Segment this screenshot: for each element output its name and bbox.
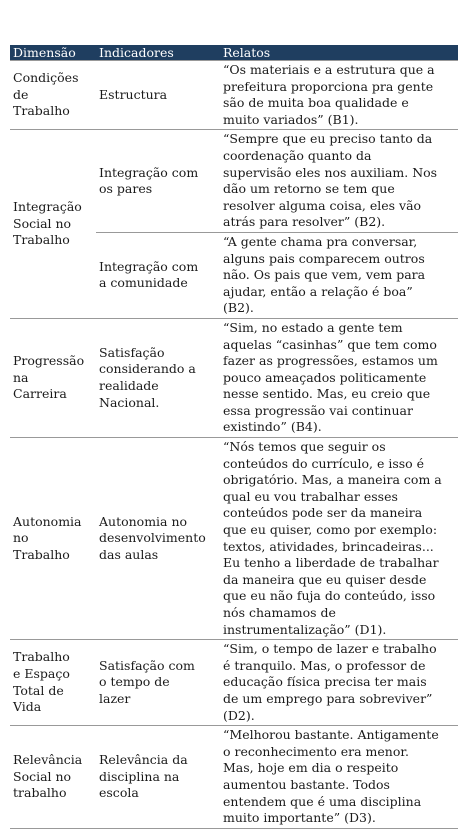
report-cell <box>220 61 458 130</box>
indicator-text: Integração com <box>99 164 199 180</box>
report-text: que eu quiser, como por exemplo: <box>223 522 438 538</box>
report-text: da maneira que eu quiser desde <box>223 571 427 587</box>
report-text: existindo” (B4). <box>223 419 322 435</box>
report-text: “Nós temos que seguir os <box>223 439 386 455</box>
dimension-cell-relevancia-social-no-trabalho <box>10 726 96 829</box>
dimension-text: Autonomia <box>13 513 82 529</box>
dimension-text: Vida <box>13 699 42 715</box>
indicator-text: os pares <box>99 181 153 197</box>
table-body <box>10 61 458 829</box>
report-text: dão um retorno se tem que <box>223 181 395 197</box>
report-text: alguns pais comparecem outros <box>223 250 425 266</box>
dimension-text: Condições <box>13 70 79 86</box>
header-relatos: Relatos <box>220 45 458 61</box>
dimension-cell-progressao-na-carreira <box>10 318 96 437</box>
dimension-text: Trabalho <box>13 232 70 248</box>
report-text: ajudar, então a relação é boa” <box>223 283 413 299</box>
report-text: muito variados” (B1). <box>223 111 359 127</box>
report-text: é tranquilo. Mas, o professor de <box>223 657 426 673</box>
report-text: “Sim, no estado a gente tem <box>223 319 403 335</box>
indicator-text: Satisfação <box>99 344 165 360</box>
dimension-text: no <box>13 530 29 546</box>
indicator-text: a comunidade <box>99 275 188 291</box>
indicator-text: Estructura <box>99 86 168 102</box>
report-text: obrigatório. Mas, a maneira com a <box>223 472 442 488</box>
report-text: nós chamamos de <box>223 605 336 620</box>
dimension-text: na <box>13 369 29 385</box>
header-indicadores: Indicadores <box>96 45 220 61</box>
report-text: prefeitura proporciona pra gente <box>223 78 434 94</box>
dimension-text: Progressão <box>13 353 85 369</box>
report-text: textos, atividades, brincadeiras... <box>223 538 434 554</box>
indicator-text: considerando a <box>99 361 196 377</box>
report-text: essa progressão vai continuar <box>223 402 413 418</box>
indicator-cell <box>96 130 220 233</box>
report-text: “Sim, o tempo de lazer e trabalho <box>223 641 437 657</box>
report-cell <box>220 438 458 640</box>
report-text: (D2). <box>223 707 255 723</box>
report-text: entendem que é uma disciplina <box>223 793 422 809</box>
indicator-cell <box>96 640 220 726</box>
header-row <box>10 45 458 61</box>
dimension-text: Total de <box>13 682 64 698</box>
table-row <box>10 438 458 640</box>
indicator-text: das aulas <box>99 546 159 562</box>
table-row <box>10 726 458 829</box>
report-text: o reconhecimento era menor. <box>223 743 409 759</box>
report-text: de um emprego para sobreviver” <box>223 690 433 706</box>
report-text: qual eu vou trabalhar esses <box>223 488 398 504</box>
header-dimensao: Dimensão <box>10 45 96 61</box>
indicator-text: Nacional. <box>99 394 160 410</box>
report-text: resolver alguma coisa, eles vão <box>223 197 422 213</box>
indicator-cell <box>96 232 220 318</box>
report-text: supervisão eles nos auxiliam. Nos <box>223 164 438 180</box>
table-row <box>10 318 458 437</box>
report-text: pouco ameaçados politicamente <box>223 369 427 385</box>
indicator-text: desenvolvimento <box>99 530 206 546</box>
table-row <box>10 640 458 726</box>
report-text: educação física precisa ter mais <box>223 674 427 690</box>
indicator-text: escola <box>99 785 139 801</box>
indicator-cell <box>96 61 220 130</box>
report-text: atrás para resolver” (B2). <box>223 214 386 230</box>
dimension-cell-integracao-social-no-trabalho <box>10 130 96 319</box>
report-cell <box>220 318 458 437</box>
report-text: muito importante” (D3). <box>223 810 376 826</box>
report-cell <box>220 130 458 233</box>
report-text: são de muita boa qualidade e <box>223 95 409 111</box>
indicator-text: disciplina na <box>99 768 180 784</box>
indicator-text: realidade <box>99 377 159 393</box>
indicator-text: o tempo de <box>99 674 170 690</box>
indicator-cell <box>96 438 220 640</box>
report-text: conteúdos pode ser da maneira <box>223 505 423 521</box>
dimension-text: Trabalho <box>13 546 70 562</box>
dimension-text: Trabalho <box>13 103 70 119</box>
report-text: que eu não fuja do conteúdo, isso <box>223 588 436 604</box>
table-row <box>10 61 458 130</box>
report-text: “A gente chama pra conversar, <box>223 233 418 249</box>
report-text: aumentou bastante. Todos <box>223 776 390 792</box>
report-text: aquelas “casinhas” que tem como <box>223 336 437 352</box>
report-text: Mas, hoje em dia o respeito <box>223 760 399 776</box>
dimension-text: Social no <box>13 215 72 231</box>
report-cell <box>220 640 458 726</box>
indicator-text: Relevância da <box>99 752 188 768</box>
table-row <box>10 130 458 233</box>
report-text: (B2). <box>223 300 254 316</box>
report-cell <box>220 726 458 829</box>
dimension-cell-condicoes-de-trabalho <box>10 61 96 130</box>
dimension-text: Social no <box>13 768 72 784</box>
report-text: “Sempre que eu preciso tanto da <box>223 131 433 147</box>
dimension-text: Trabalho <box>13 649 70 665</box>
report-text: instrumentalização” (D1). <box>223 621 387 637</box>
report-text: fazer as progressões, estamos um <box>223 353 438 369</box>
indicator-cell <box>96 726 220 829</box>
indicator-text: Autonomia no <box>99 513 188 529</box>
indicator-text: Integração com <box>99 258 199 274</box>
report-text: coordenação quanto da <box>223 147 372 163</box>
report-text: “Os materiais e a estrutura que a <box>223 62 435 77</box>
indicator-text: lazer <box>99 690 131 706</box>
report-text: “Melhorou bastante. Antigamente <box>223 727 439 743</box>
dimension-text: Integração <box>13 199 82 215</box>
dimension-cell-trabalho-e-espaco-total-de-vida <box>10 640 96 726</box>
dimension-text: e Espaço <box>13 666 70 682</box>
results-table <box>10 45 458 829</box>
dimension-cell-autonomia-no-trabalho <box>10 438 96 640</box>
indicator-cell <box>96 318 220 437</box>
indicator-text: Satisfação com <box>99 657 195 673</box>
dimension-text: Relevância <box>13 752 83 768</box>
report-text: conteúdos do currículo, e isso é <box>223 455 425 471</box>
table-header <box>10 45 458 61</box>
report-text: nesse sentido. Mas, eu creio que <box>223 386 431 402</box>
report-text: não. Os pais que vem, vem para <box>223 267 426 283</box>
report-text: Eu tenho a liberdade de trabalhar <box>223 555 439 571</box>
report-cell <box>220 232 458 318</box>
dimension-text: Carreira <box>13 386 67 402</box>
dimension-text: trabalho <box>13 785 67 801</box>
dimension-text: de <box>13 86 29 102</box>
